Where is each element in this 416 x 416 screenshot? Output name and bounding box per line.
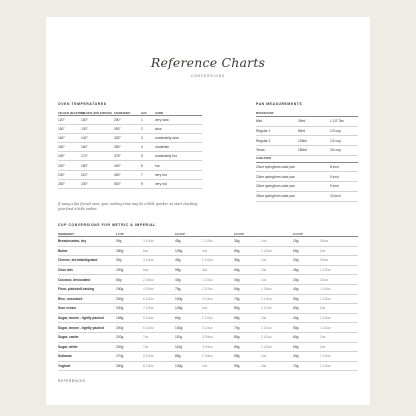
cup-cell: 55g bbox=[234, 313, 261, 323]
ingredient-name: Sugar, brown - lightly packed bbox=[58, 313, 116, 323]
ingredient-name: Breadcrumbs, dry bbox=[58, 237, 116, 247]
cup-cell: 100g bbox=[175, 323, 202, 333]
cake-pan-row bbox=[256, 162, 358, 172]
cup-cell: 2 1/4oz bbox=[320, 361, 358, 371]
oven-row bbox=[58, 125, 202, 134]
cup-cell: 2oz bbox=[261, 265, 293, 275]
cup-cell: 70g bbox=[234, 294, 261, 304]
cup-cell: 20g bbox=[293, 275, 320, 285]
cup-cell: 1oz bbox=[261, 275, 293, 285]
cup-cell: 45g bbox=[175, 256, 202, 266]
cup-cell: 1 1/4oz bbox=[320, 284, 358, 294]
cup-cell: 2 3/4oz bbox=[202, 352, 234, 362]
cup-heading: CUP CONVERSIONS FOR METRIC & IMPERIAL bbox=[58, 223, 156, 227]
cup-cell: 95g bbox=[175, 265, 202, 275]
oven-column-header: GUIDE bbox=[155, 110, 202, 116]
pan-cell: 9 inch bbox=[330, 172, 358, 182]
cup-cell: 2oz bbox=[261, 313, 293, 323]
cup-cell: 50g bbox=[293, 294, 320, 304]
cup-cell: 250g bbox=[116, 246, 143, 256]
pan-measurements-table bbox=[256, 110, 358, 202]
oven-column-header: GAS bbox=[141, 110, 155, 116]
cup-cell: 3 1/4oz bbox=[143, 256, 175, 266]
oven-temperature-table bbox=[58, 110, 202, 189]
cup-cell: 1 1/2oz bbox=[202, 256, 234, 266]
cup-row bbox=[58, 342, 358, 352]
oven-cell: 200° bbox=[58, 161, 81, 170]
oven-cell: 230° bbox=[58, 170, 81, 179]
oven-cell: 7 bbox=[141, 170, 155, 179]
cup-cell: 4oz bbox=[202, 361, 234, 371]
cup-row bbox=[58, 256, 358, 266]
pan-cell: Mini bbox=[256, 117, 298, 127]
pan-subheader-row bbox=[256, 155, 358, 162]
pan-cell: 8 inch bbox=[330, 162, 358, 172]
cake-pan-row bbox=[256, 172, 358, 182]
cup-cell: 40g bbox=[293, 284, 320, 294]
oven-cell: moderately slow bbox=[155, 134, 202, 143]
cup-cell: 190g bbox=[116, 265, 143, 275]
muffin-pan-row bbox=[256, 117, 358, 127]
oven-row bbox=[58, 152, 202, 161]
cup-row bbox=[58, 294, 358, 304]
ingredient-name: Sugar, brown - tightly packed bbox=[58, 323, 116, 333]
cup-cell: 2 1/2oz bbox=[261, 304, 293, 314]
pan-cell: 3/4 cup bbox=[330, 146, 358, 156]
cup-row bbox=[58, 246, 358, 256]
pan-cell: 125ml bbox=[298, 136, 330, 146]
cup-cell: 90g bbox=[116, 256, 143, 266]
cup-row bbox=[58, 323, 358, 333]
cake-pan-row bbox=[256, 191, 358, 201]
cup-cell: 6 1/2oz bbox=[143, 323, 175, 333]
cup-cell: 6 1/2oz bbox=[143, 294, 175, 304]
ingredient-name: Coconut, desiccated bbox=[58, 275, 116, 285]
pan-cell: 1/3 cup bbox=[330, 126, 358, 136]
oven-note: If using a fan-forced oven, your cooking time may be a little quicker, so start checking your food a little earlier. bbox=[58, 202, 198, 211]
cup-cell: 90g bbox=[116, 237, 143, 247]
oven-cell: 190° bbox=[58, 152, 81, 161]
oven-cell: moderately hot bbox=[155, 152, 202, 161]
cup-cell: 165g bbox=[116, 313, 143, 323]
cup-cell: 170g bbox=[116, 352, 143, 362]
cup-cell: 3/4oz bbox=[320, 237, 358, 247]
cup-cell: 6oz bbox=[143, 265, 175, 275]
cup-cell: 5 1/2oz bbox=[143, 352, 175, 362]
cup-cell: 125g bbox=[175, 246, 202, 256]
cup-cell: 75g bbox=[175, 284, 202, 294]
cup-cell: 1oz bbox=[261, 256, 293, 266]
cup-cell: 2 1/2oz bbox=[202, 284, 234, 294]
oven-row bbox=[58, 116, 202, 125]
page-title: Reference Charts bbox=[150, 55, 266, 70]
cup-cell: 8 1/4oz bbox=[143, 361, 175, 371]
cup-cell: 200g bbox=[116, 294, 143, 304]
oven-cell: 230° bbox=[81, 179, 114, 188]
cup-cell: 40g bbox=[175, 275, 202, 285]
oven-cell: 4 bbox=[141, 143, 155, 152]
cup-cell: 1 1/4oz bbox=[320, 313, 358, 323]
cup-cell: 4 3/4oz bbox=[143, 284, 175, 294]
ingredient-name: Cheese, shredded/grated bbox=[58, 256, 116, 266]
cup-cell: 30g bbox=[234, 256, 261, 266]
cup-cell: 55g bbox=[234, 352, 261, 362]
cup-cell: 220g bbox=[116, 332, 143, 342]
oven-cell: 120° bbox=[58, 116, 81, 125]
cup-cell: 40g bbox=[293, 313, 320, 323]
cup-cell: 20g bbox=[293, 256, 320, 266]
cup-row bbox=[58, 284, 358, 294]
cup-cell: 2oz bbox=[320, 342, 358, 352]
cup-cell: 2oz bbox=[320, 304, 358, 314]
oven-cell: 180° bbox=[81, 161, 114, 170]
oven-cell: 150° bbox=[58, 125, 81, 134]
cup-cell: 2 1/2oz bbox=[261, 246, 293, 256]
cup-cell: 3 1/4oz bbox=[202, 294, 234, 304]
cup-cell: 3 1/4oz bbox=[143, 237, 175, 247]
cup-row bbox=[58, 237, 358, 247]
cup-cell: 3 3/4oz bbox=[202, 342, 234, 352]
cup-cell: 3/4oz bbox=[320, 275, 358, 285]
ingredient-name: Rice, uncooked bbox=[58, 294, 116, 304]
cup-cell: 150g bbox=[116, 284, 143, 294]
cup-cell: 8oz bbox=[143, 246, 175, 256]
pan-cell: 20cm springform cake pan bbox=[256, 162, 330, 172]
cup-cell: 2oz bbox=[320, 332, 358, 342]
pan-cell: 1/2 cup bbox=[330, 136, 358, 146]
ingredient-name: Sour cream bbox=[58, 304, 116, 314]
oven-cell: 140° bbox=[81, 134, 114, 143]
oven-cell: slow bbox=[155, 125, 202, 134]
cup-cell: 5 1/4oz bbox=[143, 313, 175, 323]
muffin-pans-heading: MUFFIN PANS bbox=[256, 110, 358, 117]
oven-cell: 6 bbox=[141, 161, 155, 170]
oven-cell: 160° bbox=[81, 143, 114, 152]
cup-cell: 80g bbox=[116, 275, 143, 285]
oven-cell: 210° bbox=[81, 170, 114, 179]
page-subtitle: CONVERSIONS bbox=[190, 74, 226, 78]
oven-cell: 100° bbox=[81, 116, 114, 125]
ingredient-name: Sultanas bbox=[58, 352, 116, 362]
oven-cell: 500° bbox=[114, 179, 141, 188]
cup-cell: 7oz bbox=[143, 332, 175, 342]
oven-cell: 325° bbox=[114, 134, 141, 143]
oven-cell: 130° bbox=[81, 125, 114, 134]
cup-cell: 1 1/2oz bbox=[202, 275, 234, 285]
cup-cell: 200g bbox=[116, 323, 143, 333]
oven-cell: hot bbox=[155, 161, 202, 170]
cup-cell: 3 3/4oz bbox=[202, 332, 234, 342]
cup-cell: 50g bbox=[293, 323, 320, 333]
cake-pan-row bbox=[256, 182, 358, 192]
cup-row bbox=[58, 265, 358, 275]
cup-cell: 1 1/4oz bbox=[320, 352, 358, 362]
cup-cell: 1 3/4oz bbox=[261, 284, 293, 294]
oven-row bbox=[58, 170, 202, 179]
oven-row bbox=[58, 161, 202, 170]
oven-cell: 180° bbox=[58, 143, 81, 152]
cup-cell: 50g bbox=[234, 284, 261, 294]
cup-cell: 60g bbox=[293, 332, 320, 342]
oven-cell: very hot bbox=[155, 179, 202, 188]
reference-page bbox=[46, 17, 370, 405]
ingredient-name: Yoghurt bbox=[58, 361, 116, 371]
cup-cell: 80g bbox=[234, 332, 261, 342]
cup-cell: 220g bbox=[116, 342, 143, 352]
cup-cell: 45g bbox=[293, 265, 320, 275]
cup-row bbox=[58, 332, 358, 342]
cup-cell: 45g bbox=[175, 237, 202, 247]
cup-cell: 40g bbox=[293, 352, 320, 362]
oven-cell: very hot bbox=[155, 170, 202, 179]
cup-cell: 2 1/2oz bbox=[261, 332, 293, 342]
cup-cell: 260g bbox=[116, 361, 143, 371]
cup-cell: 70g bbox=[234, 323, 261, 333]
cup-cell: 1oz bbox=[261, 237, 293, 247]
muffin-pan-row bbox=[256, 126, 358, 136]
cup-cell: 110g bbox=[175, 342, 202, 352]
cup-cell: 3oz bbox=[202, 265, 234, 275]
pan-heading: PAN MEASUREMENTS bbox=[256, 102, 303, 106]
oven-cell: 300° bbox=[114, 125, 141, 134]
cake-pans-heading: CAKE PANS bbox=[256, 155, 358, 162]
pan-cell: 180ml bbox=[298, 146, 330, 156]
oven-cell: 450° bbox=[114, 170, 141, 179]
oven-row bbox=[58, 143, 202, 152]
cup-cell: 3/4oz bbox=[320, 256, 358, 266]
cup-column-header: 1 CUP bbox=[116, 231, 143, 237]
cup-row bbox=[58, 352, 358, 362]
cup-cell: 1 1/2oz bbox=[320, 323, 358, 333]
ingredient-name: Sugar, white bbox=[58, 342, 116, 352]
cup-cell: 3oz bbox=[261, 361, 293, 371]
cup-cell: 2oz bbox=[261, 352, 293, 362]
cup-cell: 2 3/4oz bbox=[143, 275, 175, 285]
cup-cell: 1 1/2oz bbox=[202, 237, 234, 247]
oven-heading: OVEN TEMPERATURES bbox=[58, 102, 107, 106]
oven-cell: 160° bbox=[58, 134, 81, 143]
cup-row bbox=[58, 361, 358, 371]
cup-cell: 90g bbox=[234, 361, 261, 371]
oven-cell: 5 bbox=[141, 152, 155, 161]
cup-row bbox=[58, 304, 358, 314]
cup-column-header: 1/3 CUP bbox=[234, 231, 261, 237]
cup-cell: 100g bbox=[175, 294, 202, 304]
oven-column-header: CELSIUS (ELECTRIC) bbox=[58, 112, 85, 115]
oven-row bbox=[58, 134, 202, 143]
pan-cell: 10 inch bbox=[330, 191, 358, 201]
oven-cell: 9 bbox=[141, 179, 155, 188]
muffin-pan-row bbox=[256, 146, 358, 156]
cup-cell: 4oz bbox=[202, 304, 234, 314]
cup-cell: 2 1/2oz bbox=[202, 313, 234, 323]
oven-cell: 250° bbox=[58, 179, 81, 188]
cup-cell: 7oz bbox=[143, 342, 175, 352]
cup-cell: 1 1/2oz bbox=[320, 294, 358, 304]
cup-cell: 1 1/2oz bbox=[320, 265, 358, 275]
oven-column-header: FAHRENHEIT bbox=[114, 110, 141, 116]
cup-cell: 60g bbox=[293, 304, 320, 314]
pan-cell: Texas bbox=[256, 146, 298, 156]
cup-row bbox=[58, 275, 358, 285]
cup-cell: 4oz bbox=[202, 246, 234, 256]
cup-cell: 2oz bbox=[320, 246, 358, 256]
cup-cell: 230g bbox=[116, 304, 143, 314]
oven-cell: very slow bbox=[155, 116, 202, 125]
oven-row bbox=[58, 179, 202, 188]
oven-cell: 2 bbox=[141, 125, 155, 134]
cup-cell: 80g bbox=[234, 342, 261, 352]
oven-cell: 170° bbox=[81, 152, 114, 161]
cup-cell: 60g bbox=[293, 342, 320, 352]
cup-conversion-table bbox=[58, 231, 358, 371]
cup-cell: 30g bbox=[234, 237, 261, 247]
cup-cell: 2 1/4oz bbox=[261, 323, 293, 333]
cup-column-header: INGREDIENT bbox=[58, 231, 116, 237]
cup-cell: 7 1/2oz bbox=[143, 304, 175, 314]
cup-column-header: 1/2 CUP bbox=[175, 231, 202, 237]
oven-cell: moderate bbox=[155, 143, 202, 152]
cup-row bbox=[58, 313, 358, 323]
muffin-pan-row bbox=[256, 136, 358, 146]
oven-column-header: CELSIUS (FAN-FORCED) bbox=[81, 110, 114, 116]
oven-cell: 350° bbox=[114, 143, 141, 152]
pan-cell: 80ml bbox=[298, 126, 330, 136]
cup-cell: 80g bbox=[234, 246, 261, 256]
ingredient-name: Choc bits bbox=[58, 265, 116, 275]
cup-cell: 70g bbox=[293, 361, 320, 371]
oven-cell: 400° bbox=[114, 161, 141, 170]
cup-cell: 2 1/4oz bbox=[261, 294, 293, 304]
ingredient-name: Flour, plain/self-raising bbox=[58, 284, 116, 294]
ingredient-name: Sugar, caster bbox=[58, 332, 116, 342]
oven-cell: 3 bbox=[141, 134, 155, 143]
cup-cell: 80g bbox=[175, 313, 202, 323]
pan-cell: 23cm springform cake pan bbox=[256, 172, 330, 182]
footer-label: REFERENCES bbox=[58, 379, 86, 383]
cup-cell: 60g bbox=[293, 246, 320, 256]
cup-cell: 130g bbox=[175, 361, 202, 371]
pan-cell: 30ml bbox=[298, 117, 330, 127]
cup-cell: 60g bbox=[234, 265, 261, 275]
pan-cell: Regular 2 bbox=[256, 136, 298, 146]
cup-cell: 85g bbox=[175, 352, 202, 362]
pan-cell: 1 1/2 Tbs bbox=[330, 117, 358, 127]
cup-cell: 125g bbox=[175, 304, 202, 314]
cup-cell: 3 1/4oz bbox=[202, 323, 234, 333]
ingredient-name: Butter bbox=[58, 246, 116, 256]
pan-cell: Regular 1 bbox=[256, 126, 298, 136]
cup-cell: 20g bbox=[293, 237, 320, 247]
cup-cell: 110g bbox=[175, 332, 202, 342]
pan-cell: 23cm springform cake pan bbox=[256, 182, 330, 192]
oven-cell: 375° bbox=[114, 152, 141, 161]
cup-cell: 30g bbox=[234, 275, 261, 285]
oven-cell: 1 bbox=[141, 116, 155, 125]
cup-column-header: 1/4 CUP bbox=[293, 231, 320, 237]
oven-cell: 250° bbox=[114, 116, 141, 125]
pan-cell: 9 inch bbox=[330, 182, 358, 192]
cup-cell: 2 1/2oz bbox=[261, 342, 293, 352]
cup-cell: 80g bbox=[234, 304, 261, 314]
pan-cell: 25cm springform cake pan bbox=[256, 191, 330, 201]
